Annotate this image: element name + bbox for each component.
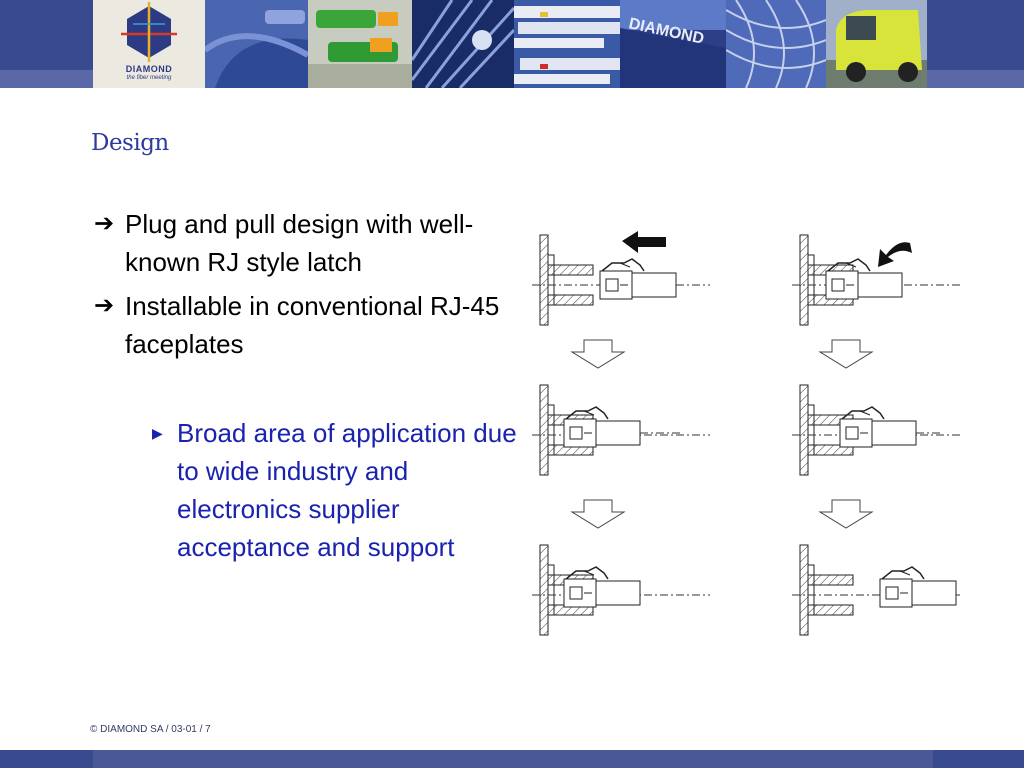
bullet-list bbox=[92, 205, 512, 369]
logo-name: DIAMOND bbox=[125, 64, 173, 74]
diagram-step-left-2 bbox=[532, 385, 710, 475]
signpost-photo bbox=[514, 0, 620, 88]
cable-photo bbox=[205, 0, 308, 88]
header-photo-strip bbox=[93, 0, 933, 88]
connector-photo bbox=[308, 0, 412, 88]
sub-bullet-item bbox=[152, 414, 537, 566]
press-latch-arrow-icon bbox=[878, 242, 912, 267]
diagram-step-right-1 bbox=[792, 235, 960, 325]
diamond-logo bbox=[93, 0, 205, 88]
fibers-photo bbox=[726, 0, 826, 88]
diagram-step-left-3 bbox=[532, 545, 710, 635]
van-photo bbox=[826, 0, 927, 88]
diagram-step-right-2 bbox=[792, 385, 960, 475]
logo-tagline: the fiber meeting bbox=[126, 75, 172, 81]
push-arrow-icon bbox=[622, 231, 666, 253]
fiber-photo bbox=[412, 0, 514, 88]
arrow-right-icon: ➔ bbox=[94, 210, 115, 237]
step-down-arrow-icon bbox=[820, 500, 872, 528]
diagram-step-right-3 bbox=[792, 545, 960, 635]
diamond-logo-icon bbox=[93, 0, 205, 62]
step-down-arrow-icon bbox=[572, 340, 624, 368]
bullet-item bbox=[92, 205, 512, 281]
page-title: Design bbox=[91, 130, 169, 156]
step-down-arrow-icon bbox=[820, 340, 872, 368]
diagram-step-left-1 bbox=[532, 231, 710, 325]
connector-latch-diagram bbox=[520, 225, 960, 650]
building-sign: DIAMOND bbox=[627, 15, 706, 48]
footer-copyright: © DIAMOND SA / 03-01 / 7 bbox=[90, 724, 211, 735]
step-down-arrow-icon bbox=[572, 500, 624, 528]
footer-band-inner bbox=[93, 750, 933, 768]
sub-bullet-text: Broad area of application due to wide industry and electronics supplier acceptance and support bbox=[177, 418, 517, 562]
bullet-text: Installable in conventional RJ-45 faceplates bbox=[125, 291, 500, 359]
bullet-text: Plug and pull design with well-known RJ style latch bbox=[125, 209, 474, 277]
triangle-right-icon: ▶ bbox=[152, 425, 163, 441]
arrow-right-icon: ➔ bbox=[94, 292, 115, 319]
bullet-item bbox=[92, 287, 512, 363]
diamond-building-photo bbox=[620, 0, 726, 88]
